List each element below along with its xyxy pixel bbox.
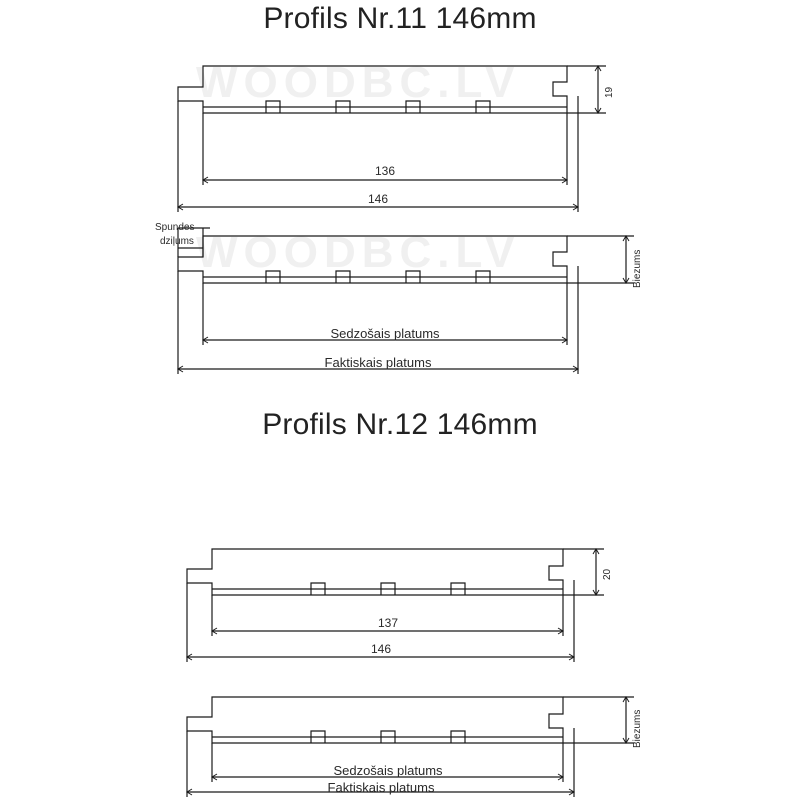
profile-11-thickness-word-dimension: [567, 236, 634, 283]
watermark-text: WOODBC.LV: [196, 228, 521, 277]
label-covering-width-136: 136: [374, 164, 396, 178]
label-covering-width-word: Sedzošais platums: [330, 326, 440, 341]
profile-12-top-section: [187, 549, 563, 595]
page-title-profile-12: Profils Nr.12 146mm: [262, 408, 538, 441]
label-covering-width-word: Sedzošais platums: [333, 763, 443, 778]
profile-11-thickness-dimension: [567, 66, 606, 113]
profile-11-top-section: [178, 66, 567, 113]
label-thickness-20: 20: [602, 568, 613, 580]
label-groove-depth-line2: dziļums: [160, 236, 194, 247]
label-actual-width-146: 146: [367, 192, 389, 206]
label-thickness-19: 19: [604, 86, 615, 98]
label-groove-depth-line1: Spundes: [155, 222, 195, 233]
profile-12-bottom-section: [187, 697, 563, 743]
profile-11-bottom-section: [178, 236, 567, 283]
label-thickness-word: Biezums: [632, 709, 643, 748]
label-actual-width-word: Faktiskais platums: [327, 780, 435, 795]
label-actual-width-word: Faktiskais platums: [324, 355, 432, 370]
watermark-text: WOODBC.LV: [196, 58, 521, 107]
label-covering-width-137: 137: [377, 616, 399, 630]
profile-12-thickness-dimension: [563, 549, 604, 595]
page-title-profile-11: Profils Nr.11 146mm: [263, 2, 537, 35]
label-thickness-word: Biezums: [632, 249, 643, 288]
label-actual-width-146: 146: [370, 642, 392, 656]
